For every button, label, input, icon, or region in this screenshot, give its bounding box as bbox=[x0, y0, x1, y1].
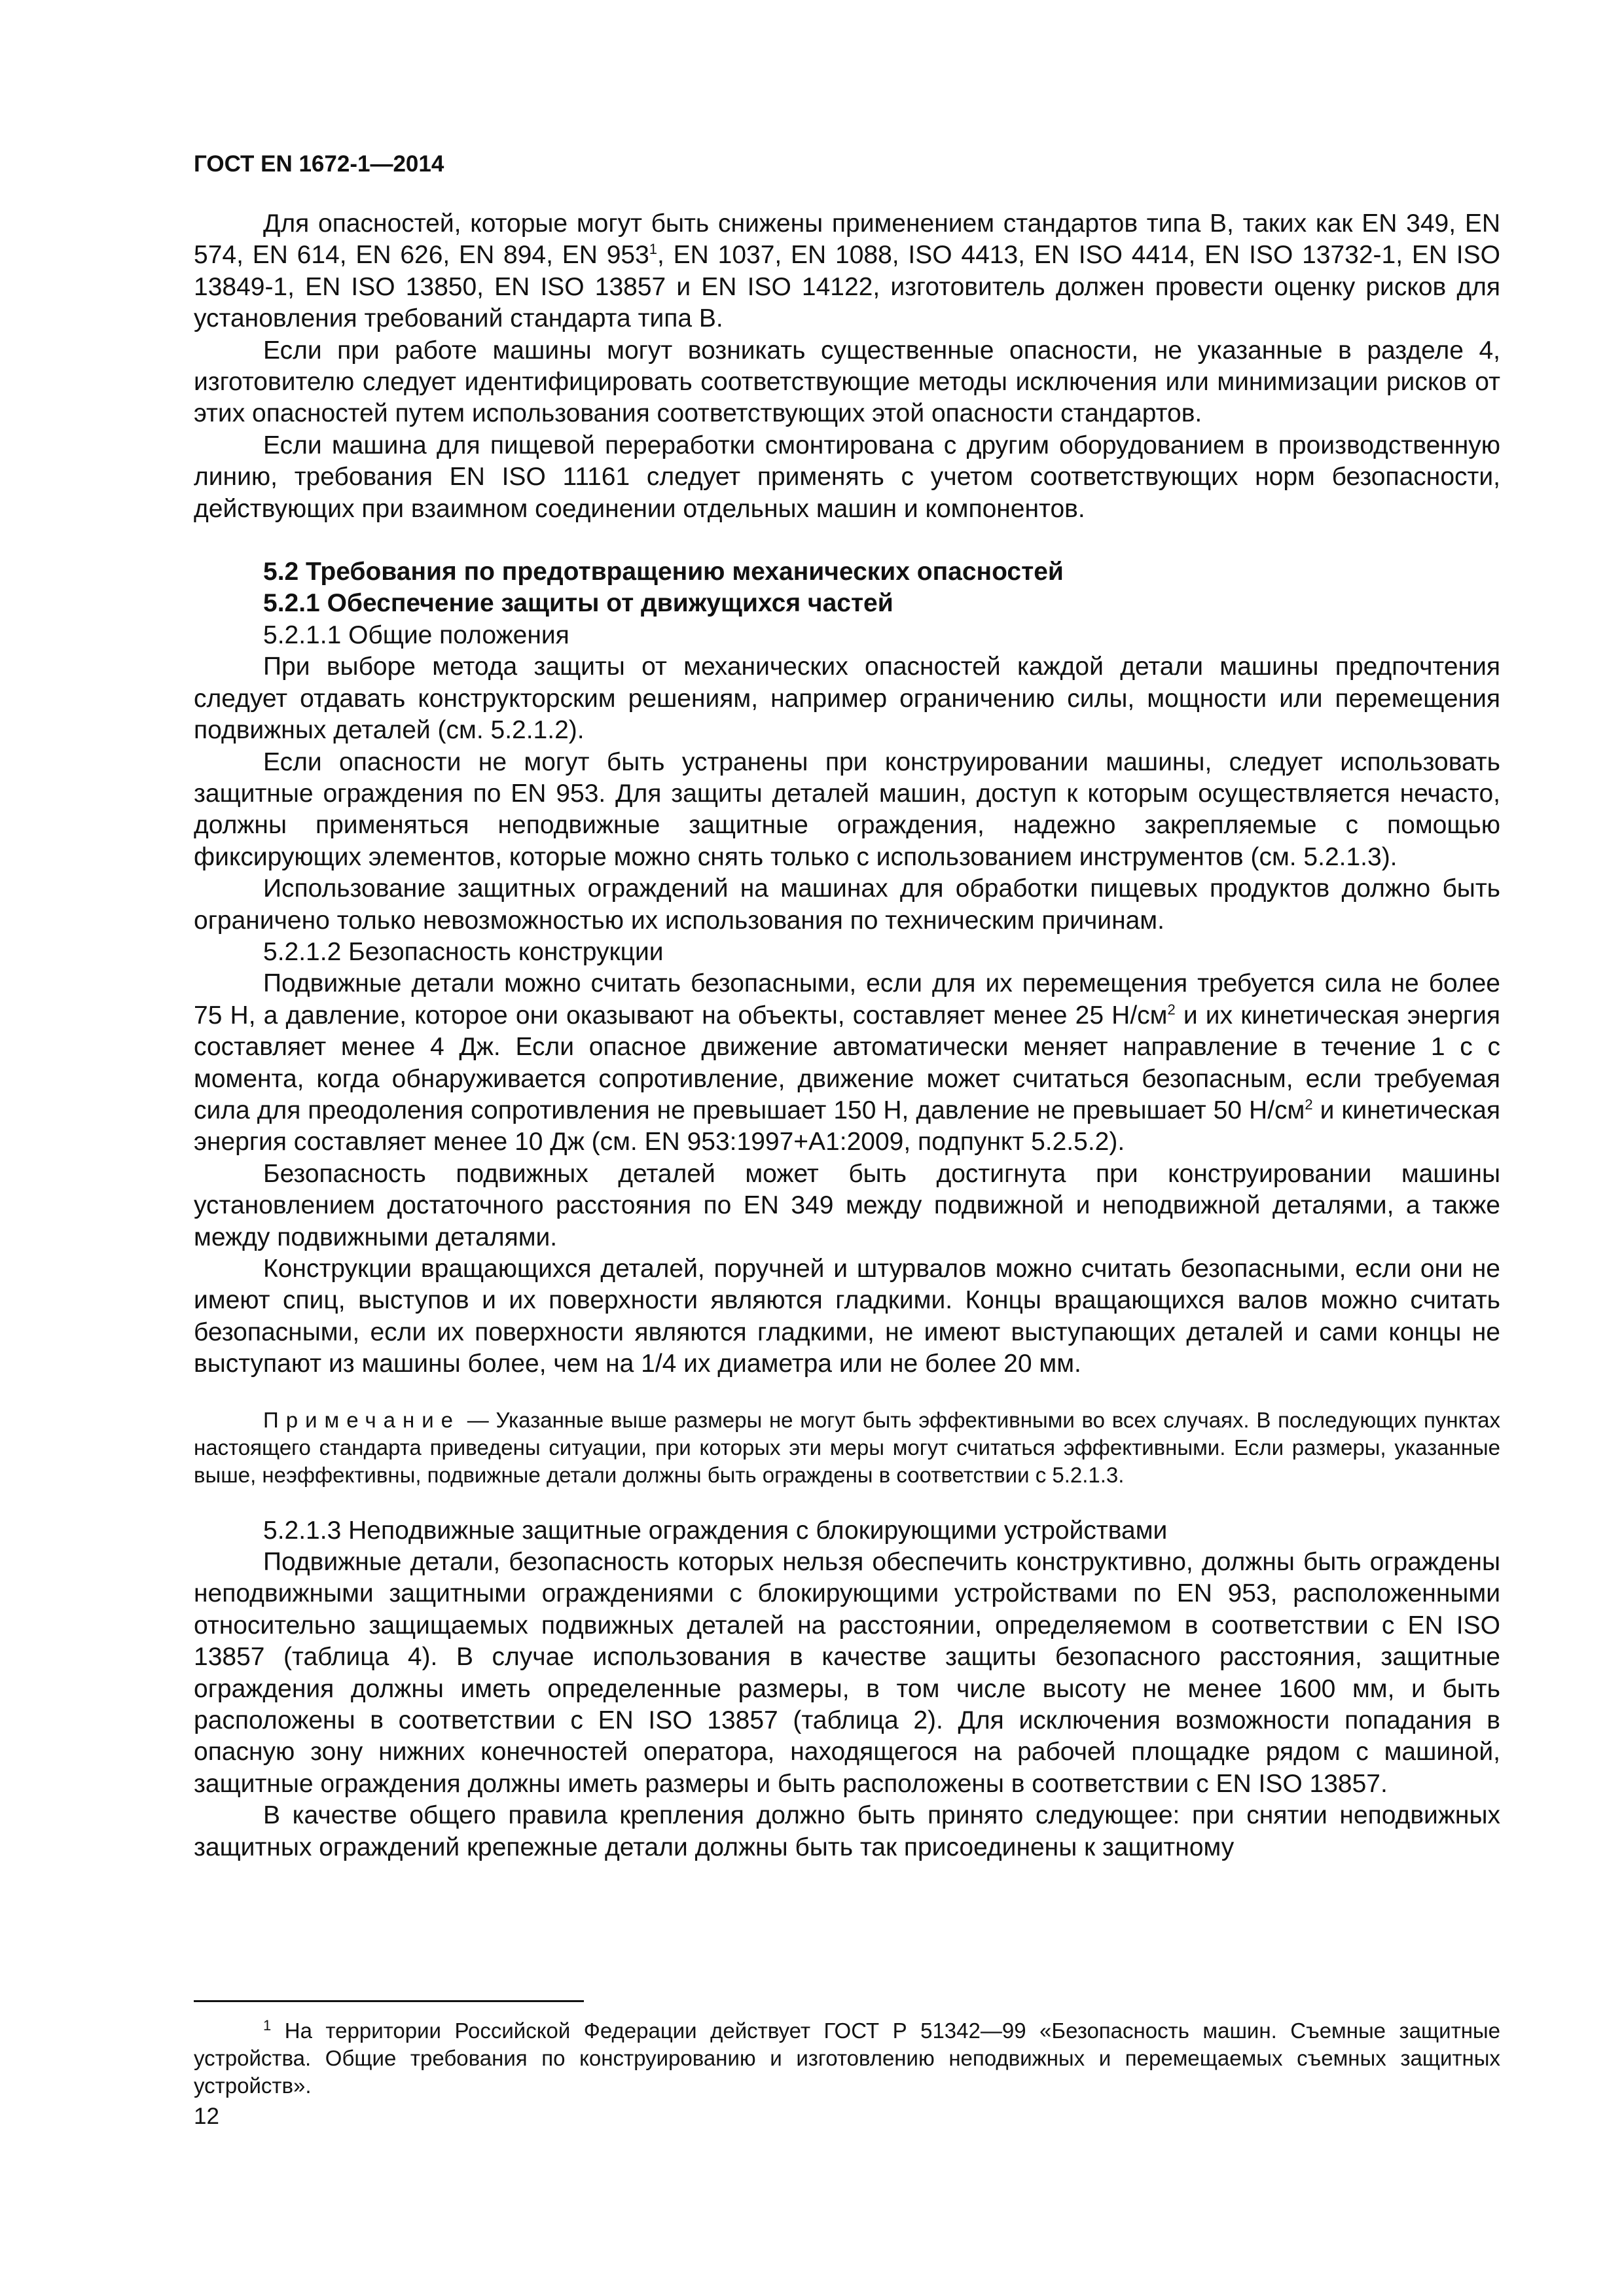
note-block bbox=[194, 1407, 1500, 1489]
standard-header: ГОСТ EN 1672-1—2014 bbox=[194, 151, 444, 177]
paragraph-production-line: Если машина для пищевой переработки смонтирована с другим оборудованием в производственную линию, требования EN ISO 11161 следует применять с учетом соответствующих норм безопасности, действующих при взаимном соединении отдельных машин и компонентов. bbox=[194, 431, 1500, 523]
paragraph-hazards: Если при работе машины могут возникать существенные опасности, не указанные в разделе 4, изготовителю следует идентифицировать соответствующие методы исключения или минимизации рисков от этих опасностей путем использования соответствующих этой опасности стандартов. bbox=[194, 336, 1500, 428]
paragraph-5-2-1-2-a-text-2: и их кинетическая энергия составляет менее 4 Дж. Если опасное движение автоматически меняет направление в течение 1 с с момента, когда обнаруживается сопротивление, движение может считаться безопасным, если требуемая сила для преодоления сопротивления не превышает 150 Н, давление не превышает 50 Н/см bbox=[194, 1001, 1500, 1124]
section-heading-5-2: 5.2 Требования по предотвращению механических опасностей bbox=[263, 558, 1064, 586]
paragraph-intro-text-b: , EN 1037, EN 1088, ISO 4413, EN ISO 4414, EN ISO 13732-1, EN ISO 13849-1, EN ISO 13850, EN ISO 13857 и EN ISO 14122, изготовитель должен провести оценку рисков для установления требований стандарта типа B. bbox=[194, 241, 1500, 333]
page-number: 12 bbox=[194, 2104, 219, 2129]
note-text: — Указанные выше размеры не могут быть эффективными во всех случаях. В последующих пунктах настоящего стандарта приведены ситуации, при которых эти меры могут считаться эффективными. Если размеры, указанные выше, неэффективны, подвижные детали должны быть ограждены в соответствии с 5.2.1.3. bbox=[194, 1407, 1500, 1487]
paragraph-5-2-1-2-b: Безопасность подвижных деталей может быть достигнута при конструировании машины установлением достаточного расстояния по EN 349 между подвижной и неподвижной деталями, а также между подвижными деталями. bbox=[194, 1159, 1500, 1251]
paragraph-5-2-1-2-a bbox=[194, 968, 1500, 1158]
section-heading-5-2-1-1: 5.2.1.1 Общие положения bbox=[263, 620, 569, 649]
paragraph-5-2-1-3-a: Подвижные детали, безопасность которых нельзя обеспечить конструктивно, должны быть ограждены неподвижными защитными ограждениями с блокирующими устройствами по EN 953, расположенными относительно защищаемых подвижных деталей на расстоянии, определяемом в соответствии с EN ISO 13857 (таблица 4). В случае использования в качестве защиты безопасного расстояния, защитные ограждения должны иметь определенные размеры, в том числе высоту не менее 1600 мм, и быть расположены в соответствии с EN ISO 13857 (таблица 2). Для исключения возможности попадания в опасную зону нижних конечностей оператора, находящегося на рабочей площадке рядом с машиной, защитные ограждения должны иметь размеры и быть расположены в соответствии с EN ISO 13857. bbox=[194, 1548, 1500, 1798]
spacer bbox=[194, 1489, 1500, 1515]
paragraph-5-2-1-1-b: Если опасности не могут быть устранены при конструировании машины, следует использовать защитные ограждения по EN 953. Для защиты деталей машин, доступ к которым осуществляется нечасто, должны применяться неподвижные защитные ограждения, надежно закрепляемые с помощью фиксирующих элементов, которые можно снять только с использованием инструментов (см. 5.2.1.3). bbox=[194, 747, 1500, 871]
paragraph-intro-text-a: Для опасностей, которые могут быть снижены применением стандартов типа B, таких как EN 349, EN 574, EN 614, EN 626, EN 894, EN 953 bbox=[194, 209, 1500, 270]
footnote-separator bbox=[194, 2000, 584, 2002]
section-heading-5-2-1: 5.2.1 Обеспечение защиты от движущихся частей bbox=[263, 589, 893, 618]
section-heading-5-2-1-3: 5.2.1.3 Неподвижные защитные ограждения с блокирующими устройствами bbox=[263, 1516, 1168, 1545]
superscript-squared: 2 bbox=[1305, 1096, 1313, 1113]
paragraph-5-2-1-1-c: Использование защитных ограждений на машинах для обработки пищевых продуктов должно быть ограничено только невозможностью их использования по техническим причинам. bbox=[194, 874, 1500, 935]
paragraph-5-2-1-3-b: В качестве общего правила крепления должно быть принято следующее: при снятии неподвижных защитных ограждений крепежные детали должны быть так присоединены к защитному bbox=[194, 1801, 1500, 1861]
page-content bbox=[194, 148, 1500, 1863]
spacer bbox=[194, 525, 1500, 556]
note-label: Примечание bbox=[263, 1407, 461, 1432]
footnote-reference: 1 bbox=[649, 241, 658, 258]
footnote-marker: 1 bbox=[263, 2017, 272, 2034]
footnote bbox=[194, 2017, 1500, 2100]
spacer bbox=[194, 1380, 1500, 1407]
paragraph-5-2-1-2-a-text-1: Подвижные детали можно считать безопасными, если для их перемещения требуется сила не более 75 Н, а давление, которое они оказывают на объекты, составляет менее 25 Н/см bbox=[194, 969, 1500, 1030]
paragraph-intro bbox=[194, 208, 1500, 335]
paragraph-5-2-1-2-a-text-3: и кинетическая энергия составляет менее 10 Дж (см. EN 953:1997+A1:2009, подпункт 5.2.5.2). bbox=[194, 1096, 1500, 1157]
paragraph-5-2-1-1-a: При выборе метода защиты от механических опасностей каждой детали машины предпочтения следует отдавать конструкторским решениям, например ограничению силы, мощности или перемещения подвижных деталей (см. 5.2.1.2). bbox=[194, 653, 1500, 745]
paragraph-5-2-1-2-c: Конструкции вращающихся деталей, поручней и штурвалов можно считать безопасными, если они не имеют спиц, выступов и их поверхности являются гладкими. Концы вращающихся валов можно считать безопасными, если их поверхности являются гладкими, не имеют выступающих деталей и сами концы не выступают из машины более, чем на 1/4 их диаметра или не более 20 мм. bbox=[194, 1255, 1500, 1378]
superscript-squared: 2 bbox=[1167, 1001, 1176, 1018]
section-heading-5-2-1-2: 5.2.1.2 Безопасность конструкции bbox=[263, 937, 664, 966]
footnote-text: На территории Российской Федерации действует ГОСТ Р 51342—99 «Безопасность машин. Съемные защитные устройства. Общие требования по конструированию и изготовлению неподвижных и перемещаемых съемных защитных устройств». bbox=[194, 2018, 1500, 2098]
